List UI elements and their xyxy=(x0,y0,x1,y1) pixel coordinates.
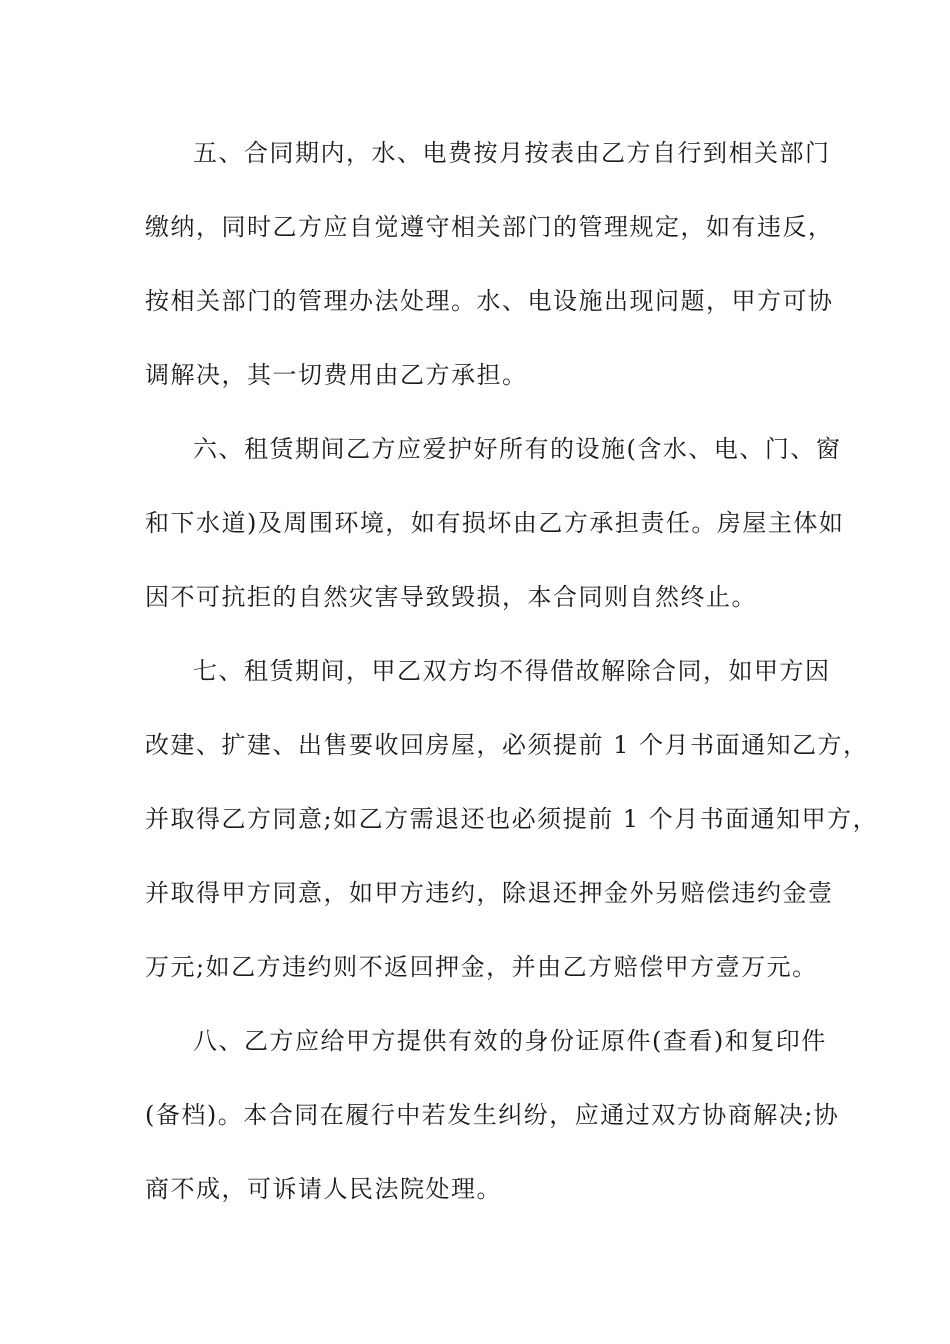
paragraph-6-line-2: 和下水道)及周围环境，如有损坏由乙方承担责任。房屋主体如 xyxy=(145,509,845,537)
paragraph-7-line-5: 万元;如乙方违约则不返回押金，并由乙方赔偿甲方壹万元。 xyxy=(145,953,818,981)
paragraph-6-line-1: 六、租赁期间乙方应爱护好所有的设施(含水、电、门、窗 xyxy=(193,435,842,463)
paragraph-8-line-3: 商不成，可诉请人民法院处理。 xyxy=(145,1175,502,1203)
paragraph-7-line-3: 并取得乙方同意;如乙方需退还也必须提前 1 个月书面通知甲方， xyxy=(145,805,879,833)
paragraph-8-line-1: 八、乙方应给甲方提供有效的身份证原件(查看)和复印件 xyxy=(193,1027,827,1055)
paragraph-5-line-3: 按相关部门的管理办法处理。水、电设施出现问题，甲方可协 xyxy=(145,287,834,315)
paragraph-5-line-2: 缴纳，同时乙方应自觉遵守相关部门的管理规定，如有违反， xyxy=(145,213,834,241)
paragraph-7-line-1: 七、租赁期间，甲乙双方均不得借故解除合同，如甲方因 xyxy=(193,657,831,685)
paragraph-5-line-4: 调解决，其一切费用由乙方承担。 xyxy=(145,361,528,389)
paragraph-7-line-2: 改建、扩建、出售要收回房屋，必须提前 1 个月书面通知乙方， xyxy=(145,731,869,759)
paragraph-8-line-2: (备档)。本合同在履行中若发生纠纷，应通过双方协商解决;协 xyxy=(145,1101,840,1129)
paragraph-7-line-4: 并取得甲方同意，如甲方违约，除退还押金外另赔偿违约金壹 xyxy=(145,879,834,907)
paragraph-5-line-1: 五、合同期内，水、电费按月按表由乙方自行到相关部门 xyxy=(193,139,831,167)
paragraph-6-line-3: 因不可抗拒的自然灾害导致毁损，本合同则自然终止。 xyxy=(145,583,757,611)
